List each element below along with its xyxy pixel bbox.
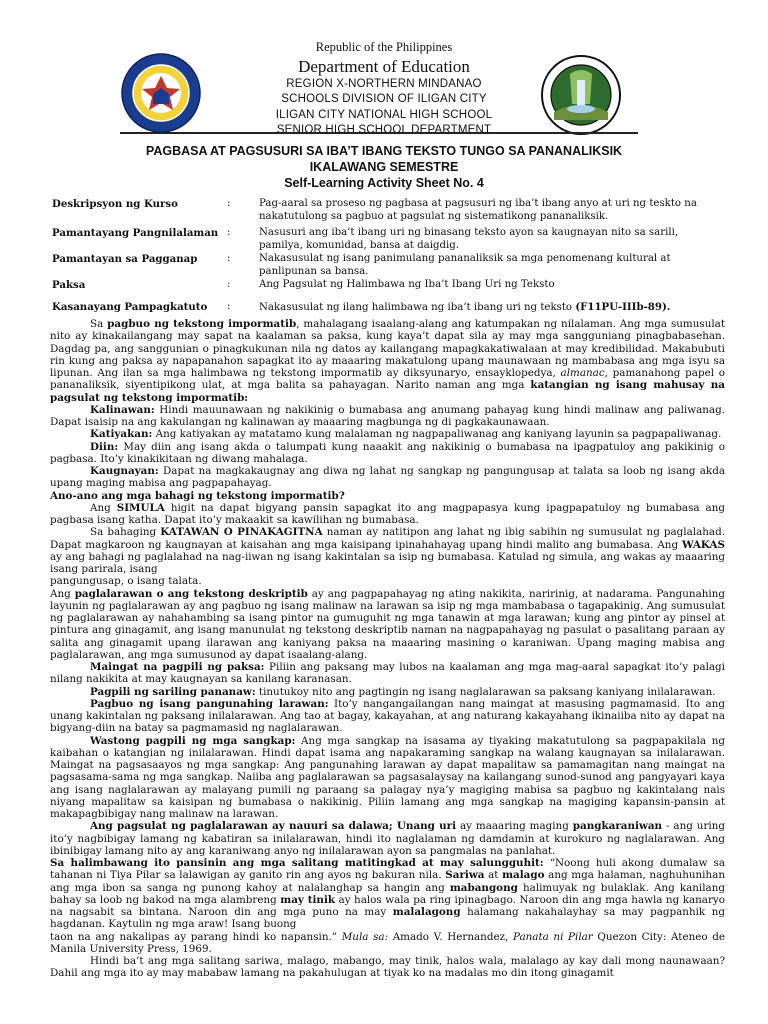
info-value: Nakasusulat ng ilang halimbawa ng iba’t ibang uri ng teksto (F11PU-IIIb-89).	[259, 301, 671, 313]
info-row: Paksa : Ang Pagsulat ng Halimbawa ng Iba’t Ibang Uri ng Teksto	[52, 279, 720, 301]
trait-katiyakan: Katiyakan: Ang katiyakan ay matatamo kung malalaman ng nagpapaliwanag ang kaniyang layunin sa pagpapaliwanag.	[90, 428, 722, 441]
example-citation: taon na ang nakalipas ay parang hindi ko napansin.” Mula sa: Amado V. Hernandez, Panata ni Pilar Quezon City: Ateneo de Manila University Press, 1969.	[50, 930, 725, 955]
competency-code: (F11PU-IIIb-89).	[575, 301, 671, 313]
tip-sangkap: Wastong pagpili ng mga sangkap: Ang mga sangkap na isasama ay tiyaking makatutulong sa pagpapakilala ng kaibahan o katangian ng inilalarawan. Hindi dapat isama ang napakaraming sangkap na walang kaugnayan sa inilalarawan. Maingat na pagsasaayos ng mga sangkap: Ang pangunahing larawan ay dapat mapalitaw sa pamamagitan nang maingat na pagsasama-sama ng mga sangkap. Naiiba ang paglalarawan sa pagsasalaysay na kailangang sunod-sunod ang pangyayari kaya ang isang naglalarawan ay malayang pumili ng paraang sa palagay nya’y magiging mabisa sa pagbuo ng kakintalang nais niyang mapalitaw sa kaisipan ng bumabasa o nakikinig. Piliin lamang ang mga sangkap na magiging kapansin-pansin at makapagbibigay nang malinaw na larawan.	[50, 734, 725, 820]
part-katawan-wakas: Sa bahaging KATAWAN O PINAKAGITNA naman ay natitipon ang lahat ng ibig sabihin ng sumusulat ng paglalahad. Dapat magkaroon ng kaugnayan at kaisahan ang mga kaisipang ipinahahayag upang hindi malito ang bumabasa. Ang WAKAS ay ang bahagi ng paglalahad na nag-iiwan ng isang kakintalan sa isip ng bumabasa. Katulad ng simula, ang wakas ay maaaring isang parirala, isang	[50, 526, 725, 575]
info-label: Pamantayan sa Pagganap	[52, 253, 198, 265]
document-title	[0, 143, 768, 191]
info-label: Deskripsyon ng Kurso	[52, 198, 178, 210]
tip-uri: Ang pagsulat ng paglalarawan ay nauuri sa dalawa; Unang uri ay maaaring maging pangkaraniwan - ang uring ito’y nagbibigay lamang ng kabatiran sa inilalarawan, hindi ito naglalaman ng damdamin at kurokuro ng naglalarawan. Ang ibinibigay lamang nito ay ang karaniwang anyo ng inilalarawan ayon sa pangmalas na panlahat.	[50, 820, 725, 857]
paragraph-informative: Sa pagbuo ng tekstong impormatib, mahalagang isaalang-alang ang katumpakan ng nilalaman. Ang mga sumusulat nito ay kinakailangang may sapat na kaalaman sa paksa, kung kaya’t dapat sila ay may mga sangguniang pinagbabasehan. Dagdag pa, ang sanggunian o pinagkukunan nila ng datos ay kailangang mapagkakatiwalaan at may kredibilidad. Makabubuti rin kung ang paksa ay napapanahon sapagkat ito ay maaaring makatulong upang maunawaan ng mambabasa ang mga isyu sa lipunan. Ang ilan sa mga halimbawa ng tekstong impormatib ay diksyunaryo, ensayklopedya, almanac, pamanahong papel o pananaliksik, siyentipikong ulat, at mga balita sa pahayagan. Narito naman ang mga katangian ng isang mahusay na pagsulat ng tekstong impormatib:	[50, 318, 726, 404]
info-value: Ang Pagsulat ng Halimbawa ng Iba’t Ibang Uri ng Teksto	[259, 279, 555, 290]
tip-paksa: Maingat na pagpili ng paksa: Piliin ang paksang may lubos na kaalaman ang mga mag-aaral sapagkat ito’y palagi nilang nakikita at may kaugnayan sa kanilang karanasan.	[50, 661, 725, 686]
part-simula: Ang SIMULA higit na dapat bigyang pansin sapagkat ito ang magpapasya kung ipagpapatuloy ng bumabasa ang pagbasa isang katha. Dapat ito’y makaakit sa kawilihan ng bumabasa.	[50, 501, 725, 526]
info-label: Kasanayang Pampagkatuto	[52, 301, 208, 313]
info-row: Pamantayang Pangnilalaman : Nasusuri ang iba’t ibang uri ng binasang teksto ayon sa kaugnayan nito sa sarili, pamilya, komunidad, bansa at daigdig.	[52, 227, 720, 253]
title-subject: PAGBASA AT PAGSUSURI SA IBA’T IBANG TEKSTO TUNGO SA PANANALIKSIK	[145, 144, 623, 158]
region-line: REGION X-NORTHERN MINDANAO	[286, 77, 482, 90]
info-row: Pamantayan sa Pagganap : Nakasusulat ng isang panimulang pananaliksik sa mga penomenang kultural at panlipunan sa bansa.	[52, 253, 720, 279]
tip-pananaw: Pagpili ng sariling pananaw: tinutukoy nito ang pagtingin ng isang naglalarawan sa paksang kaniyang inilalarawan.	[90, 685, 716, 698]
course-info-table	[52, 198, 720, 317]
info-label: Paksa	[52, 279, 86, 291]
title-activity-sheet: Self-Learning Activity Sheet No. 4	[284, 176, 484, 190]
info-row: Kasanayang Pampagkatuto : Nakasusulat ng ilang halimbawa ng iba’t ibang uri ng teksto (F11PU-IIIb-89).	[52, 301, 720, 317]
trait-diin: Diin: May diin ang isang akda o talumpati kung naaakit ang nakikinig o bumabasa na ipagpatuloy ang pakikinig o pagbasa. Ito’y kinakikitaan ng diwang mahalaga.	[50, 440, 725, 465]
school-line: ILIGAN CITY NATIONAL HIGH SCHOOL	[275, 108, 493, 121]
info-label: Pamantayang Pangnilalaman	[52, 227, 219, 239]
part-wakas-end: pangungusap, o isang talata.	[50, 575, 202, 588]
letterhead	[0, 40, 768, 139]
question-heading: Ano-ano ang mga bahagi ng tekstong impormatib?	[50, 489, 345, 502]
paragraph-descriptive: Ang paglalarawan o ang tekstong deskriptib ay ang pagpapahayag ng ating nakikita, naririnig, at nadarama. Pangunahing layunin ng paglalarawan ay ang pagbuo ng isang malinaw na larawan sa isip ng mga mambabasa o tagapakinig. Ang sumusulat ng paglalarawan ay nahahambing sa isang pintor na gumuguhit ng mga tanawin at mga larawan; kung ang pintor ay pinsel at pintura ang ginagamit, ang isang manunulat ng tekstong deskriptib naman na nagpapahayag ng pasulat o pasalitang paraan ay salita ang ginagamit upang ilarawan ang kaniyang paksa na maaaring masining o karaniwan. Upang maging mabisa ang paglalarawan, ang mga sumusunod ay dapat isaalang-alang.	[50, 587, 726, 661]
trait-kaugnayan: Kaugnayan: Dapat na magkakaugnay ang diwa ng lahat ng sangkap ng pangungusap at talata sa loob ng isang akda upang maging mabisa ang pagpapahayag.	[50, 465, 725, 490]
info-value: Nakasusulat ng isang panimulang pananaliksik sa mga penomenang kultural at panlipunan sa bansa.	[259, 253, 671, 277]
info-value: Nasusuri ang iba’t ibang uri ng binasang teksto ayon sa kaugnayan nito sa sarili, pamilya, komunidad, bansa at daigdig.	[259, 227, 679, 251]
tip-pangunahing-larawan: Pagbuo ng isang pangunahing larawan: Ito’y nangangailangan nang maingat at masusing pagmamasid. Ito ang unang kakintalan ng paksang inilalarawan. Ang tao at bagay, kakayahan, at ang naturang kakayahang ikinaiiba nito ay dapat na bigyang-diin na batay sa pagmamasid ng naglalarawan.	[50, 697, 725, 735]
example-paragraph: Sa halimbawang ito pansinin ang mga salitang matitingkad at may salungguhit: “Noong huli akong dumalaw sa tahanan ni Tiya Pilar sa lalawigan ay ganito rin ang ayos ng bakuran nila. Sariwa at malago ang mga halaman, naghuhunihan ang mga ibon sa sanga ng punong kahoy at nalalanghap sa hangin ang mabangong halimuyak ng bulaklak. Ang kanilang bahay sa loob ng bakod na mga alambreng may tinik ay halos wala pa ring ipinagbago. Naroon din ang mga hawla ng kanaryo na nagsabit sa bintana. Naroon din ang mga puno na may malalagong halamang nakahalayhay sa may pagpanhik ng hagdanan. Kaytulin ng mga araw! Isang buong	[50, 857, 725, 931]
header-divider	[120, 132, 638, 134]
closing-paragraph: Hindi ba’t ang mga salitang sariwa, malago, mabango, may tinik, halos wala, malalago ay kay dali mong naunawaan? Dahil ang mga ito ay may mababaw lamang na pakahulugan at tiyak ko na madalas mo din itong ginagamit	[50, 955, 725, 980]
division-line: SCHOOLS DIVISION OF ILIGAN CITY	[281, 93, 487, 105]
trait-kalinawan: Kalinawan: Hindi mauunawaan ng nakikinig o bumabasa ang anumang pahayag kung hindi malinaw ang paliwanag. Dapat isaisip na ang kakulangan ng kalinawan ay maaaring magbunga ng di pagkakaunawaan.	[50, 403, 725, 428]
republic-line: Republic of the Philippines	[315, 40, 453, 54]
department-line: SENIOR HIGH SCHOOL DEPARTMENT	[276, 124, 492, 136]
lesson-body	[50, 318, 725, 980]
info-row: Deskripsyon ng Kurso : Pag-aaral sa proseso ng pagbasa at pagsusuri ng iba’t ibang anyo at uri ng teskto na nakatutulong sa pagbuo at pagsulat ng sistematikong pananaliksik.	[52, 198, 720, 227]
info-value: Pag-aaral sa proseso ng pagbasa at pagsusuri ng iba’t ibang anyo at uri ng teskto na nakatutulong sa pagbuo at pagsulat ng sistematikong pananaliksik.	[259, 198, 697, 222]
department-name: Department of Education	[298, 56, 470, 76]
title-semester: IKALAWANG SEMESTRE	[309, 160, 459, 174]
